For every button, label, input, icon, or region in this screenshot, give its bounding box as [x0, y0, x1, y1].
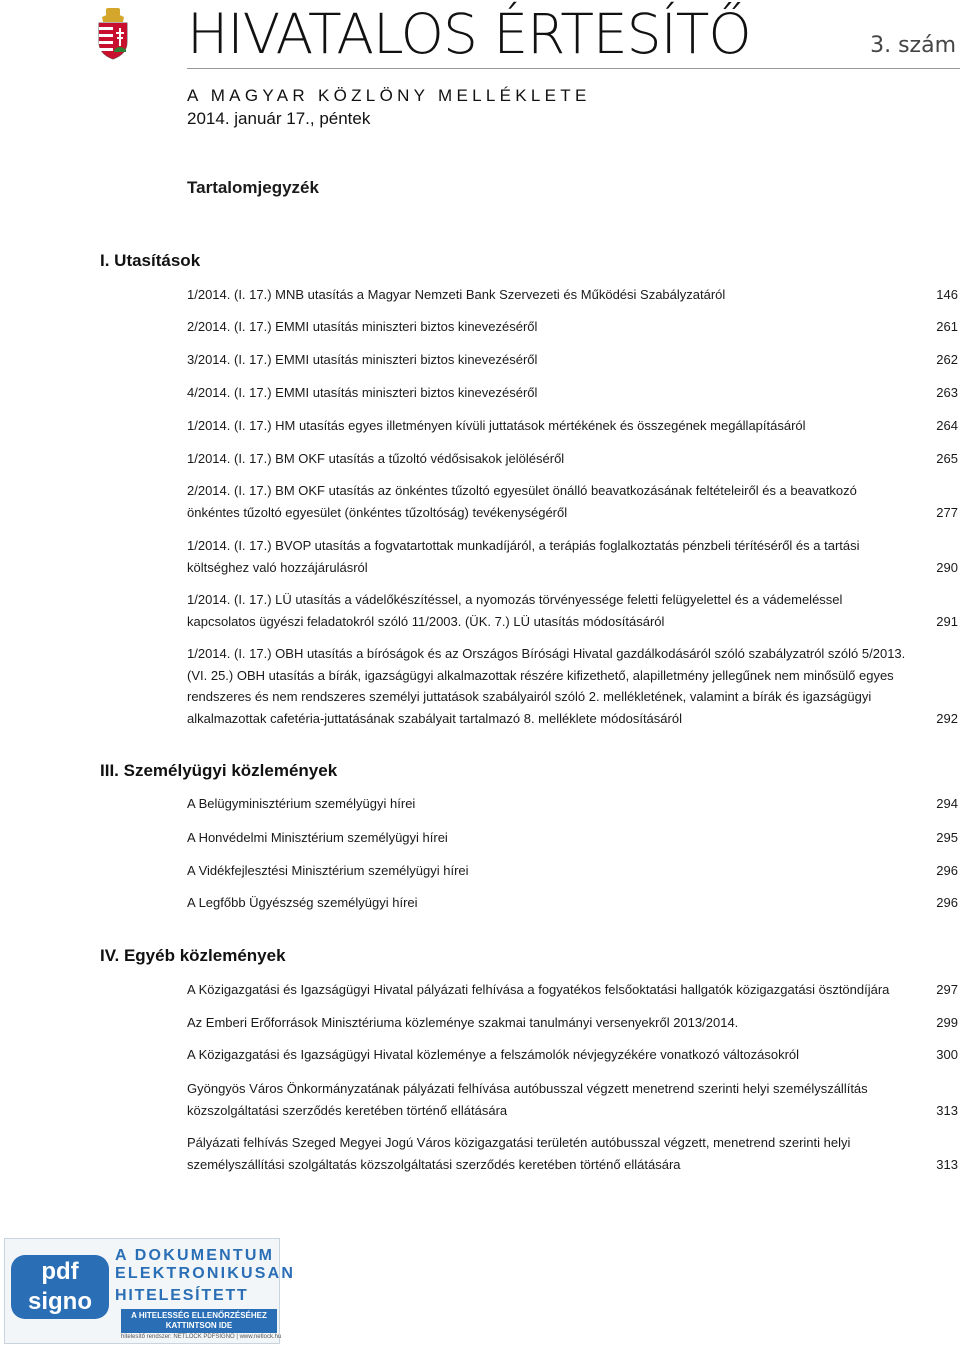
toc-entry-page: 295: [936, 830, 958, 845]
toc-entry-page: 146: [936, 287, 958, 302]
toc-entry-page: 277: [936, 504, 958, 520]
badge-line-2: ELEKTRONIKUSAN: [115, 1265, 296, 1282]
e-signature-badge[interactable]: [4, 1238, 296, 1344]
badge-line-3: HITELESÍTETT: [115, 1287, 249, 1304]
toc-entry-page: 294: [936, 796, 958, 811]
toc-entry[interactable]: [187, 892, 958, 914]
toc-entry[interactable]: [187, 349, 958, 371]
toc-entry-text: Az Emberi Erőforrások Minisztériuma közleménye szakmai tanulmányi versenyekről 2013/2014.: [187, 1015, 739, 1030]
toc-entry[interactable]: [187, 1132, 958, 1175]
toc-entry-page: 292: [936, 710, 958, 726]
toc-entry-text: A Vidékfejlesztési Minisztérium személyügyi hírei: [187, 863, 469, 878]
publication-subtitle: A MAGYAR KÖZLÖNY MELLÉKLETE: [187, 86, 591, 105]
toc-entry-page: 262: [936, 352, 958, 367]
toc-entry-text: A Közigazgatási és Igazságügyi Hivatal pályázati felhívása a fogyatékos felsőoktatási hallgatók közigazgatási ösztöndíjára: [187, 982, 890, 997]
toc-title: Tartalomjegyzék: [187, 178, 319, 197]
toc-entry-page: 313: [936, 1156, 958, 1172]
toc-entry-text: Gyöngyös Város Önkormányzatának pályázati felhívása autóbusszal végzett menetrend szerinti helyi személyszállítás közszolgáltatási szerződés keretében történő ellátására: [187, 1081, 868, 1118]
toc-entry-page: 290: [936, 559, 958, 575]
toc-entry[interactable]: [187, 1078, 958, 1121]
toc-entry[interactable]: [187, 480, 958, 523]
toc-entry-text: 1/2014. (I. 17.) HM utasítás egyes illetményen kívüli juttatások mértékének és összegének megállapításáról: [187, 418, 806, 433]
toc-entry[interactable]: [187, 827, 958, 849]
toc-entry-page: 296: [936, 895, 958, 910]
toc-entry-text: A Közigazgatási és Igazságügyi Hivatal közleménye a felszámolók névjegyzékére vonatkozó változásokról: [187, 1047, 800, 1062]
header-divider: [187, 68, 960, 69]
toc-entry[interactable]: [187, 1012, 958, 1034]
toc-entry[interactable]: [187, 382, 958, 404]
toc-entry-text: 1/2014. (I. 17.) BM OKF utasítás a tűzoltó védősisakok jelöléséről: [187, 451, 565, 466]
toc-entry[interactable]: [187, 979, 958, 1001]
toc-entry-page: 299: [936, 1015, 958, 1030]
toc-entry[interactable]: [187, 643, 958, 729]
section-heading-szemelyugyi: III. Személyügyi közlemények: [100, 761, 338, 780]
toc-entry-text: 1/2014. (I. 17.) LÜ utasítás a vádelőkészítéssel, a nyomozás törvényessége feletti felügyelettel és a vádemeléssel kapcsolatos ügyészi feladatokról szóló 11/2003. (ÜK. 7.) LÜ utasítás módosításáról: [187, 592, 843, 629]
toc-entry-page: 261: [936, 319, 958, 334]
toc-entry-page: 264: [936, 418, 958, 433]
toc-entry[interactable]: [187, 535, 958, 578]
toc-entry-text: 1/2014. (I. 17.) BVOP utasítás a fogvatartottak munkadíjáról, a terápiás foglalkoztatás pénzbeli térítéséről és a tartási költséghez való hozzájárulásról: [187, 538, 860, 575]
toc-entry-text: 4/2014. (I. 17.) EMMI utasítás miniszteri biztos kinevezéséről: [187, 385, 538, 400]
toc-entry-text: 2/2014. (I. 17.) EMMI utasítás miniszteri biztos kinevezéséről: [187, 319, 538, 334]
toc-entry-text: 3/2014. (I. 17.) EMMI utasítás miniszteri biztos kinevezéséről: [187, 352, 538, 367]
toc-entry-page: 313: [936, 1102, 958, 1118]
section-heading-egyeb: IV. Egyéb közlemények: [100, 946, 286, 965]
toc-entry-text: A Legfőbb Ügyészség személyügyi hírei: [187, 895, 418, 910]
toc-entry[interactable]: [187, 860, 958, 882]
toc-entry-page: 263: [936, 385, 958, 400]
toc-entry-text: A Honvédelmi Minisztérium személyügyi hírei: [187, 830, 448, 845]
toc-entry[interactable]: [187, 316, 958, 338]
toc-entry-page: 291: [936, 613, 958, 629]
toc-entry-page: 300: [936, 1047, 958, 1062]
toc-entry[interactable]: [187, 589, 958, 632]
toc-entry-text: 2/2014. (I. 17.) BM OKF utasítás az önkéntes tűzoltó egyesület önálló beavatkozásának feltételeiről és a beavatkozó önkéntes tűzoltó egyesület (önkéntes tűzoltóság) tevékenységéről: [187, 483, 857, 520]
toc-entry-text: Pályázati felhívás Szeged Megyei Jogú Város közigazgatási területén autóbusszal végzett, menetrend szerinti helyi személyszállítási szolgáltatás közszolgáltatási szerződés keretében történő ellátására: [187, 1135, 851, 1172]
issue-number: 3. szám: [870, 33, 956, 58]
toc-entry[interactable]: [187, 448, 958, 470]
toc-entry-page: 297: [936, 982, 958, 997]
badge-footer: hitelesítő rendszer: NETLOCK PDFSIGNO | www.netlock.hu: [121, 1334, 282, 1340]
pdfsigno-logo: pdf signo: [11, 1255, 109, 1319]
toc-entry-text: A Belügyminisztérium személyügyi hírei: [187, 796, 416, 811]
badge-line-1: A DOKUMENTUM: [115, 1247, 275, 1264]
toc-entry[interactable]: [187, 284, 958, 306]
toc-entry-page: 265: [936, 451, 958, 466]
toc-entry[interactable]: [187, 415, 958, 437]
toc-entry-text: 1/2014. (I. 17.) MNB utasítás a Magyar Nemzeti Bank Szervezeti és Működési Szabályzatáról: [187, 287, 726, 302]
section-heading-utasitasok: I. Utasítások: [100, 251, 201, 270]
publication-title: HIVATALOS ÉRTESÍTŐ: [187, 2, 751, 66]
issue-date: 2014. január 17., péntek: [187, 109, 371, 128]
verify-authenticity-link[interactable]: A HITELESSÉG ELLENŐRZÉSÉHEZ KATTINTSON IDE: [121, 1309, 277, 1333]
toc-entry[interactable]: [187, 1044, 958, 1066]
toc-entry-page: 296: [936, 863, 958, 878]
coat-of-arms-icon: [96, 8, 130, 60]
toc-entry-text: 1/2014. (I. 17.) OBH utasítás a bíróságok és az Országos Bírósági Hivatal gazdálkodásáról szóló szabályzatról szóló 5/2013. (VI. 25.) OBH utasítás a bírák, igazságügyi alkalmazottak részére kifizethető, alapilletmény jellegűnek nem minősülő egyes rendszeres és nem rendszeres személyi juttatások szabályairól szóló 2. mellékletének, valamint a bírák és igazságügyi alkalmazottak cafetéria-juttatásának szabályait tartalmazó 8. melléklete módosításáról: [187, 646, 906, 726]
toc-entry[interactable]: [187, 793, 958, 815]
